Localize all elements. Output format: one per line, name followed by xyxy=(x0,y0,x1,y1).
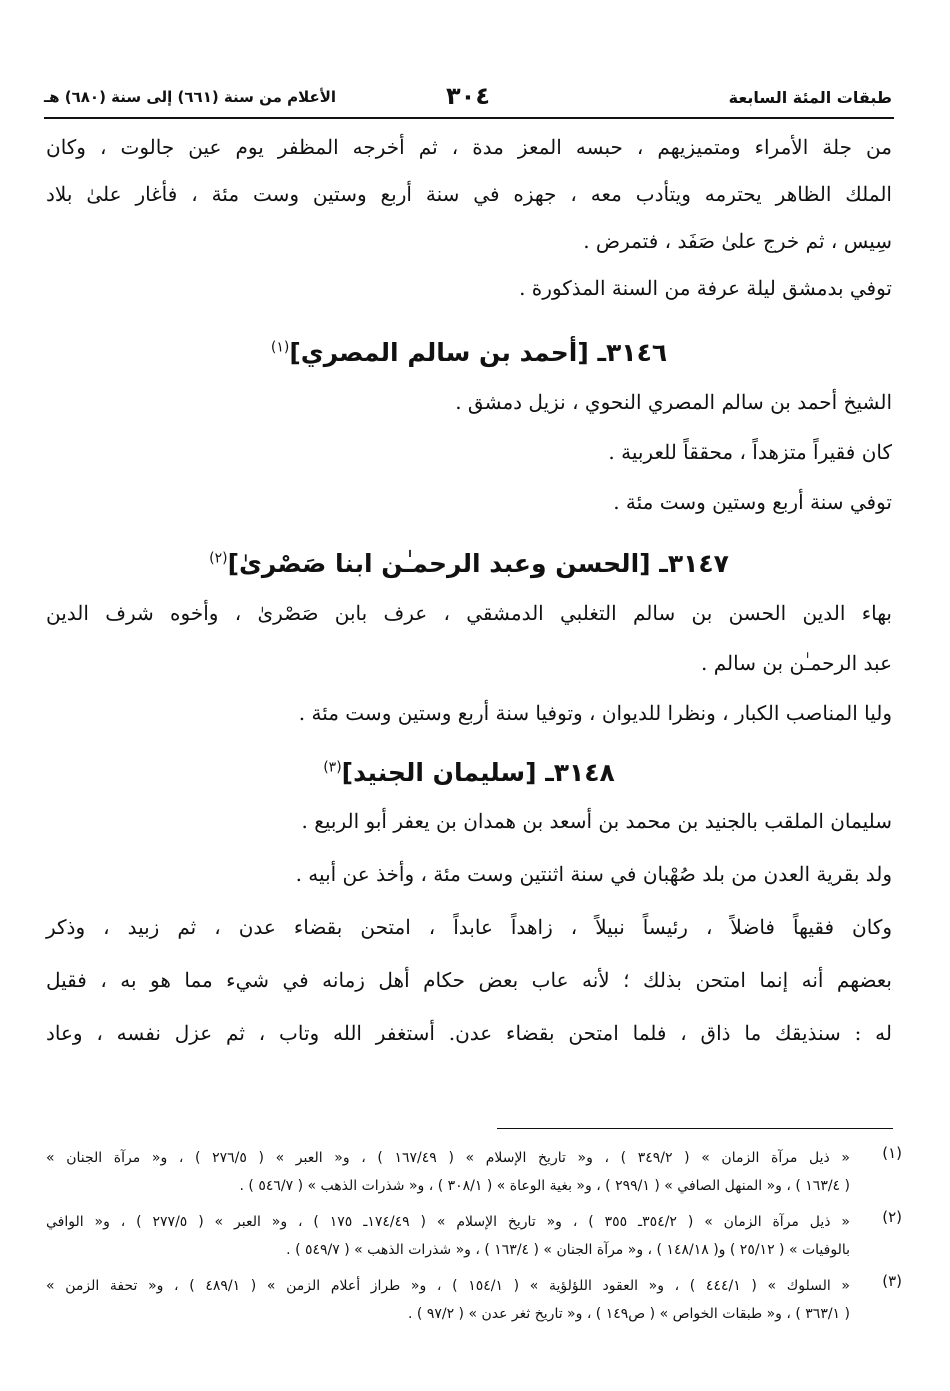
footnote-line: « ذيل مرآة الزمان » ( ٣٤٩/٢ ) ، و« تاريخ الإسلام » ( ١٦٧/٤٩ ) ، و« العبر » ( ٢٧٦/٥ ) ، و« مرآة الجنان » xyxy=(46,1150,850,1166)
footnote xyxy=(46,1272,902,1328)
footnote-rule xyxy=(497,1128,893,1129)
header-rule xyxy=(44,117,894,119)
text-line: توفي سنة أربع وستين وست مئة . xyxy=(613,490,892,514)
footnote xyxy=(46,1144,902,1200)
footnote-line: « السلوك » ( ٤٤٤/١ ) ، و« العقود اللؤلؤية » ( ١٥٤/١ ) ، و« طراز أعلام الزمن » ( ٤٨٩/١ ) ، و« تحفة الزمن » xyxy=(46,1278,850,1294)
footnote-number: (١) xyxy=(882,1144,902,1162)
footnote-line: ( ١٦٣/٤ ) ، و« المنهل الصافي » ( ٢٩٩/١ ) ، و« بغية الوعاة » ( ٣٠٨/١ ) ، و« شذرات الذهب » ( ٥٤٦/٧ ) . xyxy=(239,1178,850,1194)
main-text xyxy=(46,124,892,1060)
text-line: من جلة الأمراء ومتميزيهم ، حبسه المعز مدة ، ثم أخرجه المظفر يوم عين جالوت ، وكان xyxy=(46,135,892,159)
text-line: كان فقيراً متزهداً ، محققاً للعربية . xyxy=(608,440,892,464)
text-line: عبد الرحمـٰن بن سالم . xyxy=(701,651,892,675)
footnotes xyxy=(46,1144,902,1336)
header-section-title: طبقات المئة السابعة xyxy=(728,88,892,107)
footnote-number: (٢) xyxy=(882,1208,902,1226)
text-line: توفي بدمشق ليلة عرفة من السنة المذكورة . xyxy=(519,276,892,300)
footnote-number: (٣) xyxy=(882,1272,902,1290)
entry-body xyxy=(46,377,892,527)
entry-body xyxy=(46,588,892,738)
footnote-ref: (١) xyxy=(270,339,290,356)
text-line: وليا المناصب الكبار ، ونظرا للديوان ، وتوفيا سنة أربع وستين وست مئة . xyxy=(298,701,892,725)
footnote-line: ( ٣٦٣/١ ) ، و« طبقات الخواص » ( ص١٤٩ ) ، و« تاريخ ثغر عدن » ( ٩٧/٢ ) . xyxy=(408,1306,850,1322)
footnote xyxy=(46,1208,902,1264)
entry-body xyxy=(46,795,892,1060)
text-line: ولد بقرية العدن من بلد صُهْبان في سنة اثنتين وست مئة ، وأخذ عن أبيه . xyxy=(295,862,892,886)
text-line: بعضهم أنه إنما امتحن بذلك ؛ لأنه عاب بعض حكام أهل زمانه في شيء مما هو به ، فقيل xyxy=(46,968,892,992)
text-line: الشيخ أحمد بن سالم المصري النحوي ، نزيل دمشق . xyxy=(455,390,892,414)
text-line: سِيس ، ثم خرج علىٰ صَفَد ، فتمرض . xyxy=(583,229,892,253)
text-line: سليمان الملقب بالجنيد بن محمد بن أسعد بن همدان بن يعفر أبو الربيع . xyxy=(301,809,892,833)
page-number: ٣٠٤ xyxy=(446,82,490,110)
footnote-line: « ذيل مرآة الزمان » ( ٣٥٤/٢ـ ٣٥٥ ) ، و« تاريخ الإسلام » ( ١٧٤/٤٩ـ ١٧٥ ) ، و« العبر » ( ٢٧٧/٥ ) ، و« الوافي xyxy=(46,1214,851,1230)
continued-entry xyxy=(46,124,892,312)
text-line: وكان فقيهاً فاضلاً ، رئيساً نبيلاً ، زاهداً عابداً ، امتحن بقضاء عدن ، ثم زبيد ، وذكر xyxy=(46,915,892,939)
text-line: الملك الظاهر يحترمه ويتأدب معه ، جهزه في سنة أربع وستين وست مئة ، فأغار علىٰ بلاد xyxy=(46,182,892,206)
entry-heading xyxy=(46,549,892,578)
footnote-ref: (٢) xyxy=(209,550,228,567)
footnote-line: بالوفيات » ( ٢٥/١٢ ) و( ١٤٨/١٨ ) ، و« مرآة الجنان » ( ١٦٣/٤ ) ، و« شذرات الذهب » ( ٥٤٩/٧ ) . xyxy=(286,1242,850,1258)
entry-heading xyxy=(46,338,892,367)
header-year-range: الأعلام من سنة (٦٦١) إلى سنة (٦٨٠) هـ xyxy=(44,88,337,106)
entry-heading xyxy=(46,758,892,787)
footnote-ref: (٣) xyxy=(323,759,342,776)
text-line: له : سنذيقك ما ذاق ، فلما امتحن بقضاء عدن. أستغفر الله وتاب ، ثم عزل نفسه ، وعاد xyxy=(46,1021,892,1045)
entry-title: ٣١٤٦ـ [أحمد بن سالم المصري] xyxy=(289,338,668,367)
running-header xyxy=(44,82,892,112)
entry-title: ٣١٤٧ـ [الحسن وعبد الرحمـٰن ابنا صَصْرىٰ] xyxy=(227,549,729,578)
entry-title: ٣١٤٨ـ [سليمان الجنيد] xyxy=(341,758,615,787)
text-line: بهاء الدين الحسن بن سالم التغلبي الدمشقي ، عرف بابن صَصْرىٰ ، وأخوه شرف الدين xyxy=(46,601,892,625)
